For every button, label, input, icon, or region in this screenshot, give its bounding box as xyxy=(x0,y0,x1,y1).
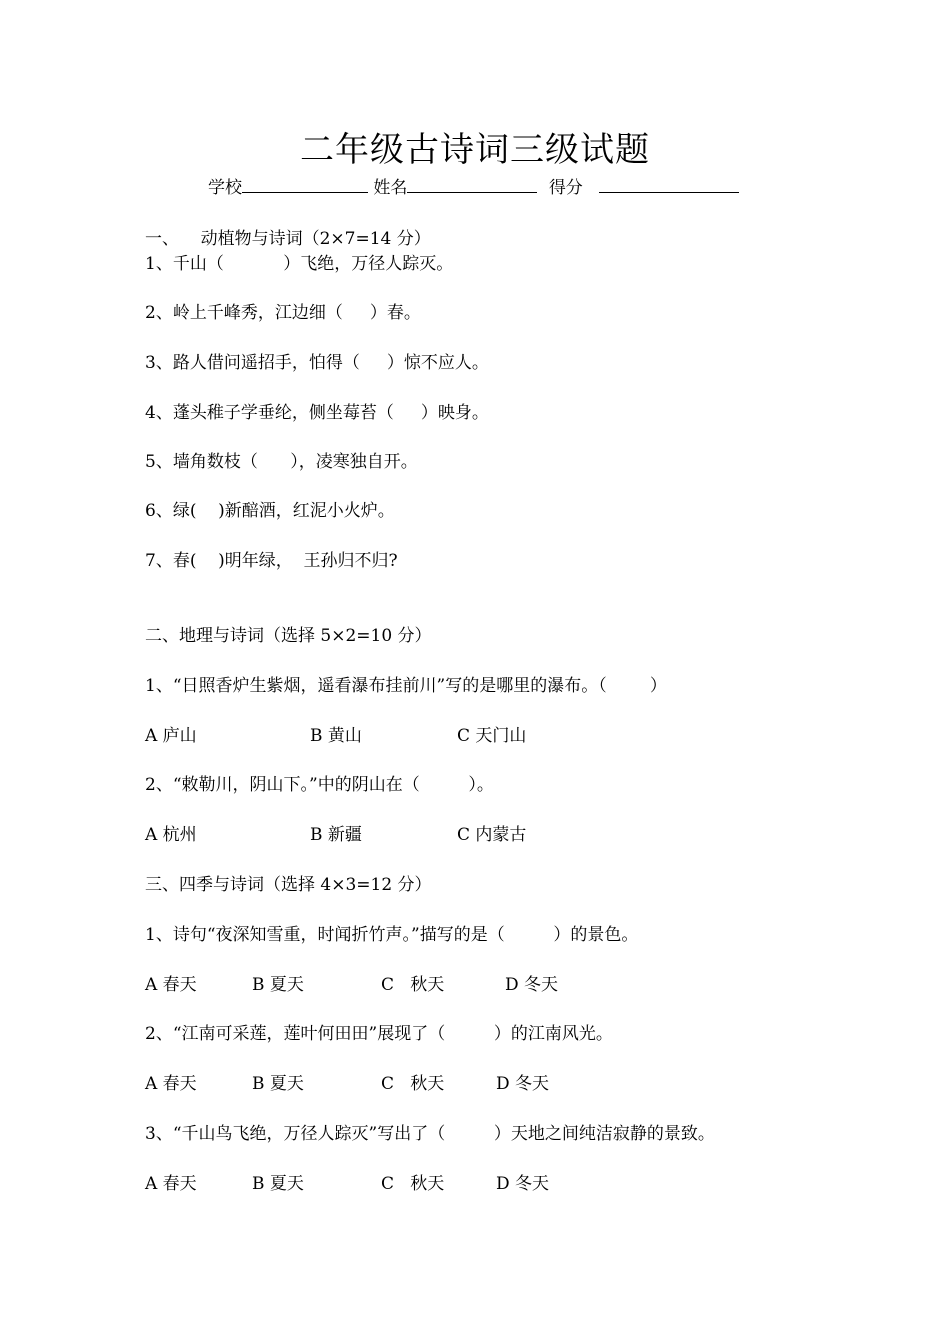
section3-q1-option-a: A 春天 xyxy=(145,975,197,995)
section3-q1-option-c: C 秋天 xyxy=(381,975,445,995)
section3-question-2: 2、“江南可采莲，莲叶何田田”展现了（ ）的江南风光。 xyxy=(145,1024,613,1044)
section3-q2-option-c: C 秋天 xyxy=(381,1074,445,1094)
section3-q2-option-a: A 春天 xyxy=(145,1074,197,1094)
student-info-row xyxy=(208,176,739,199)
section1-question-3: 3、路人借问遥招手，怕得（ ）惊不应人。 xyxy=(145,353,489,373)
section3-q2-option-b: B 夏天 xyxy=(252,1074,304,1094)
score-blank[interactable] xyxy=(599,176,739,193)
section1-question-7: 7、春( )明年绿， 王孙归不归? xyxy=(145,551,398,571)
section3-q3-option-c: C 秋天 xyxy=(381,1174,445,1194)
name-blank[interactable] xyxy=(407,176,537,193)
page-title: 二年级古诗词三级试题 xyxy=(300,130,650,170)
section1-question-5: 5、墙角数枝（ ），凌寒独自开。 xyxy=(145,452,418,472)
section2-q1-option-c: C 天门山 xyxy=(457,726,527,746)
section2-q2-option-c: C 内蒙古 xyxy=(457,825,527,845)
section3-q1-option-d: D 冬天 xyxy=(505,975,559,995)
section1-question-2: 2、岭上千峰秀，江边细（ ）春。 xyxy=(145,303,421,323)
section3-heading: 三、四季与诗词（选择 4×3=12 分） xyxy=(145,875,432,895)
school-blank[interactable] xyxy=(242,176,368,193)
score-label: 得分 xyxy=(548,178,583,198)
section1-question-1: 1、千山（ ）飞绝，万径人踪灭。 xyxy=(145,254,454,274)
school-label: 学校 xyxy=(208,178,242,198)
section3-q3-option-d: D 冬天 xyxy=(496,1174,550,1194)
name-label: 姓名 xyxy=(373,178,408,198)
section3-q1-option-b: B 夏天 xyxy=(252,975,304,995)
section2-q2-option-a: A 杭州 xyxy=(145,825,197,845)
section1-heading: 一、 动植物与诗词（2×7=14 分） xyxy=(145,229,431,249)
section1-question-6: 6、绿( )新醅酒，红泥小火炉。 xyxy=(145,501,395,521)
section2-question-1: 1、“日照香炉生紫烟，遥看瀑布挂前川”写的是哪里的瀑布。（ ） xyxy=(145,676,667,696)
section2-question-2: 2、“敕勒川，阴山下。”中的阴山在（ ）。 xyxy=(145,775,494,795)
section3-q3-option-a: A 春天 xyxy=(145,1174,197,1194)
section2-q1-option-b: B 黄山 xyxy=(310,726,362,746)
section3-q3-option-b: B 夏天 xyxy=(252,1174,304,1194)
section2-heading: 二、地理与诗词（选择 5×2=10 分） xyxy=(145,626,432,646)
section1-question-4: 4、蓬头稚子学垂纶，侧坐莓苔（ ）映身。 xyxy=(145,403,489,423)
section3-question-3: 3、“千山鸟飞绝，万径人踪灭”写出了（ ）天地之间纯洁寂静的景致。 xyxy=(145,1124,715,1144)
section3-q2-option-d: D 冬天 xyxy=(496,1074,550,1094)
section2-q2-option-b: B 新疆 xyxy=(310,825,362,845)
section2-q1-option-a: A 庐山 xyxy=(145,726,197,746)
section3-question-1: 1、诗句“夜深知雪重，时闻折竹声。”描写的是（ ）的景色。 xyxy=(145,925,639,945)
